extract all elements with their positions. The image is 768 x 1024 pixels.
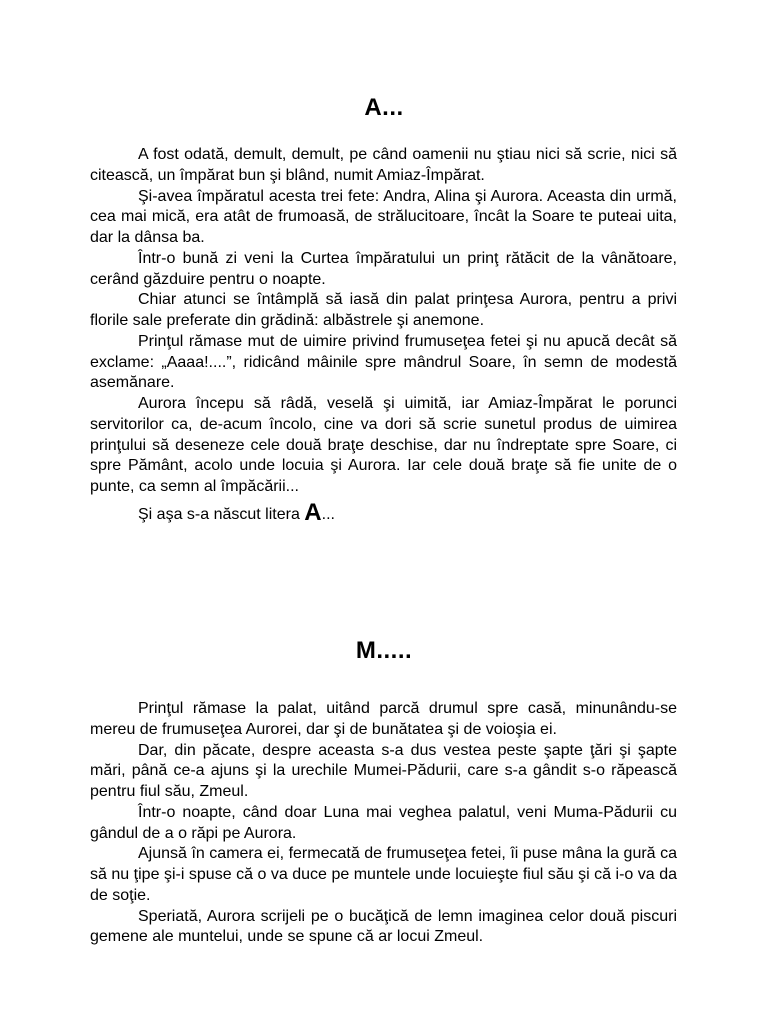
section-a-closing-line — [90, 498, 677, 526]
closing-suffix: ... — [321, 505, 335, 523]
section-m-paragraph: Dar, din păcate, despre aceasta s-a dus vestea peste şapte ţări şi şapte mări, până ce-a ajuns şi la urechile Mumei-Pădurii, care s-a gândit s-o răpească pentru fiul său, Zmeul. — [90, 741, 677, 800]
section-a-body — [90, 145, 677, 526]
section-m-paragraph: Speriată, Aurora scrijeli pe o bucăţică de lemn imaginea celor două piscuri gemene ale muntelui, unde se spune că ar locui Zmeul. — [90, 907, 677, 946]
section-m-paragraph: Într-o noapte, când doar Luna mai veghea palatul, veni Muma-Pădurii cu gândul de a o răpi pe Aurora. — [90, 803, 677, 842]
section-a-paragraph: Într-o bună zi veni la Curtea împăratului un prinţ rătăcit de la vânătoare, cerând găzduire pentru o noapte. — [90, 249, 677, 288]
section-m-paragraph: Ajunsă în camera ei, fermecată de frumuseţea fetei, îi puse mâna la gură ca să nu ţipe şi-i spuse că o va duce pe muntele unde locuieşte fiul său şi că i-o va da de soţie. — [90, 845, 677, 904]
section-a-paragraph: Aurora începu să râdă, veselă şi uimită, iar Amiaz-Împărat le porunci servitorilor ca, de-acum încolo, cine va dori să scrie sunetul produs de uimirea prinţului să deseneze cele două braţe deschise, dar nu îndreptate spre Soare, ci spre Pământ, acolo unde locuia şi Aurora. Iar cele două braţe să fie unite de o punte, ca semn al împăcării... — [90, 395, 677, 495]
section-m-paragraph: Prinţul rămase la palat, uitând parcă drumul spre casă, minunându-se mereu de frumuseţea Aurorei, dar şi de bunătatea şi de voioşia ei. — [90, 700, 677, 738]
section-a-title: A... — [364, 94, 404, 121]
closing-prefix: Şi aşa s-a născut litera — [138, 505, 305, 523]
section-a-paragraph: Prinţul rămase mut de uimire privind frumuseţea fetei şi nu apucă decât să exclame: „Aaaa!....”, ridicând mâinile spre mândrul Soare, în semn de modestă asemănare. — [90, 332, 677, 392]
section-m-title: M..... — [355, 637, 413, 664]
section-m-body — [90, 699, 677, 948]
closing-big-letter: A — [304, 498, 322, 526]
section-a-paragraph: Şi-avea împăratul acesta trei fete: Andra, Alina şi Aurora. Aceasta din urmă, cea mai mică, era atât de frumoasă, de strălucitoare, încât la Soare te puteai uita, dar la dânsa ba. — [90, 187, 677, 246]
section-a-paragraph: A fost odată, demult, demult, pe când oamenii nu ştiau nici să scrie, nici să citească, un împărat bun şi blând, numit Amiaz-Împărat. — [90, 146, 677, 184]
section-a-paragraph: Chiar atunci se întâmplă să iasă din palat prinţesa Aurora, pentru a privi florile sale preferate din grădină: albăstrele şi anemone. — [90, 291, 677, 329]
